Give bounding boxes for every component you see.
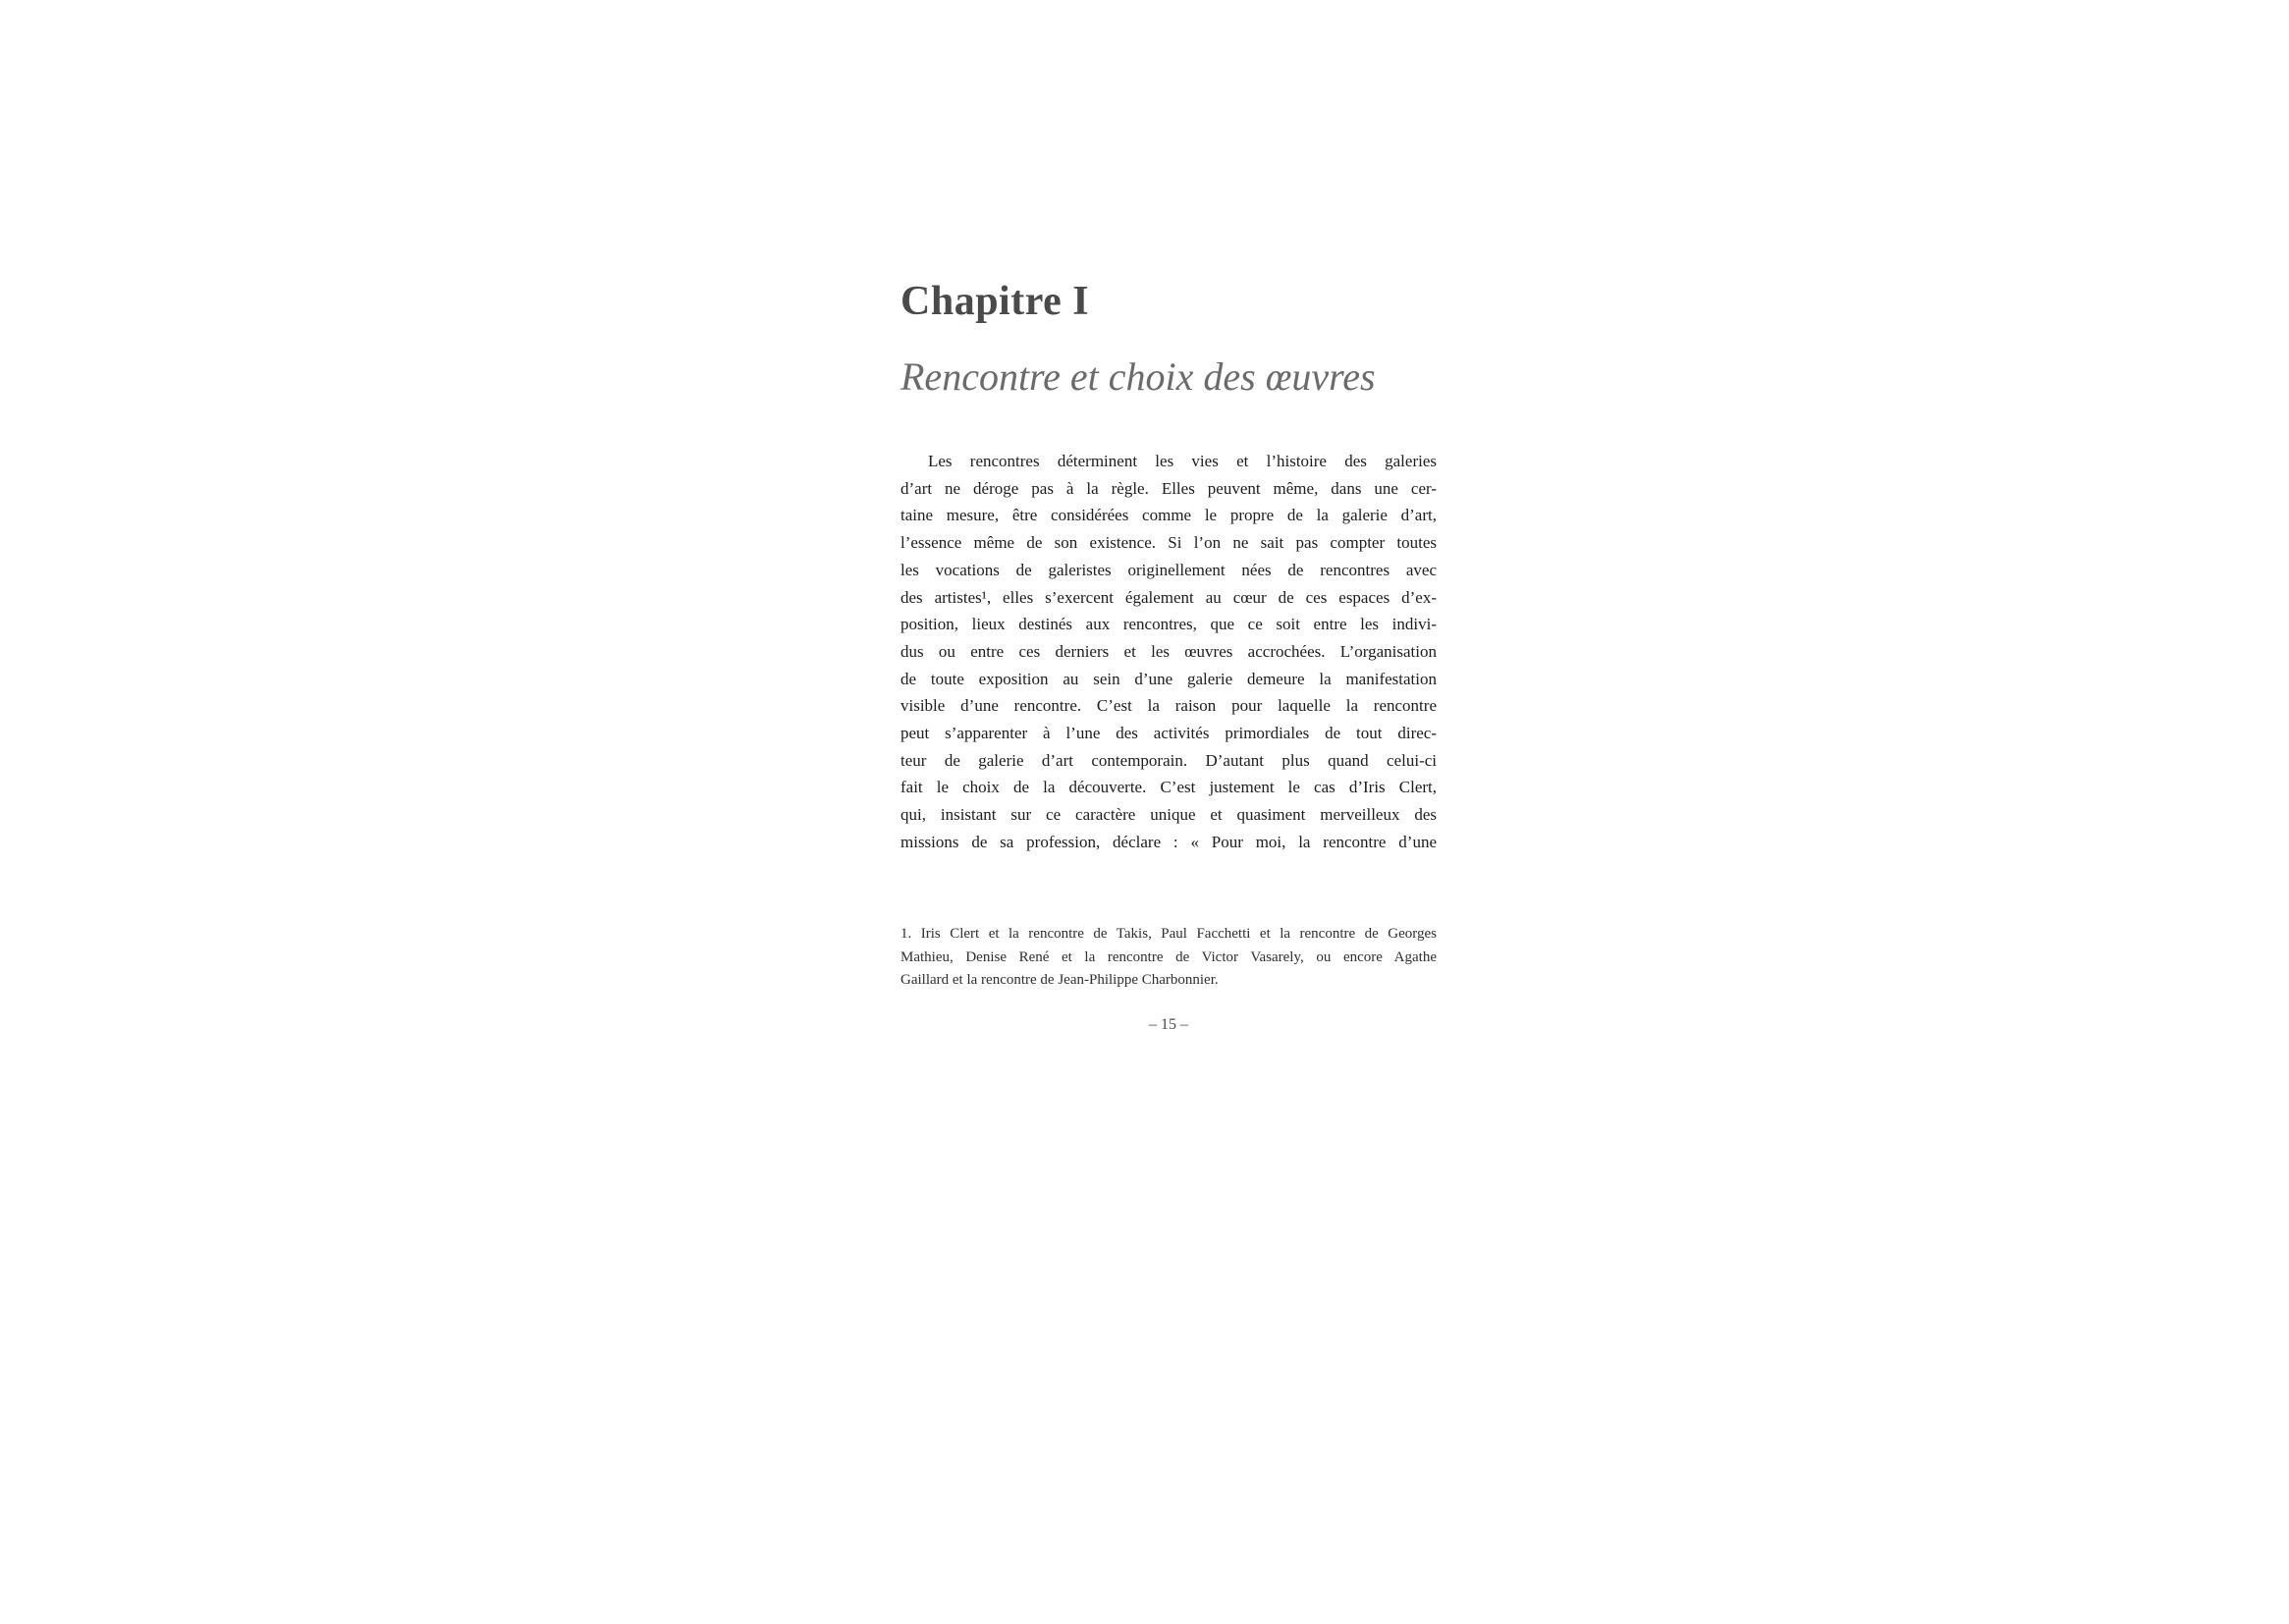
footnote-line: Mathieu, Denise René et la rencontre de Victor Vasarely, ou encore Agathe bbox=[900, 948, 1437, 965]
body-line: taine mesure, être considérées comme le propre de la galerie d’art, bbox=[900, 506, 1437, 525]
body-paragraph bbox=[900, 448, 1437, 856]
body-line: missions de sa profession, déclare : « Pour moi, la rencontre d’une bbox=[900, 832, 1437, 851]
body-line: teur de galerie d’art contemporain. D’autant plus quand celui-ci bbox=[900, 750, 1437, 770]
body-line: Les rencontres déterminent les vies et l’histoire des galeries bbox=[928, 452, 1437, 470]
body-line: dus ou entre ces derniers et les œuvres accrochées. L’organisation bbox=[900, 641, 1437, 661]
body-line: peut s’apparenter à l’une des activités primordiales de tout direc- bbox=[900, 724, 1437, 743]
body-line: d’art ne déroge pas à la règle. Elles peuvent même, dans une cer- bbox=[900, 478, 1437, 498]
page-number: – 15 – bbox=[1149, 1016, 1188, 1033]
body-line: l’essence même de son existence. Si l’on ne sait pas compter toutes bbox=[900, 533, 1437, 553]
body-line: qui, insistant sur ce caractère unique et quasiment merveilleux des bbox=[900, 805, 1437, 825]
footnote bbox=[900, 923, 1437, 993]
recto-text-column bbox=[900, 0, 1437, 1624]
body-line: de toute exposition au sein d’une galerie demeure la manifestation bbox=[900, 669, 1437, 688]
body-line: visible d’une rencontre. C’est la raison pour laquelle la rencontre bbox=[900, 696, 1437, 716]
footnote-line: Gaillard et la rencontre de Jean-Philippe Charbonnier. bbox=[900, 972, 1219, 988]
chapter-title: Chapitre I bbox=[900, 279, 1090, 324]
body-line: position, lieux destinés aux rencontres, que ce soit entre les indivi- bbox=[900, 615, 1437, 634]
body-line: les vocations de galeristes originellement nées de rencontres avec bbox=[900, 560, 1437, 579]
body-line: des artistes¹, elles s’exercent également au cœur de ces espaces d’ex- bbox=[900, 587, 1437, 607]
chapter-subtitle: Rencontre et choix des œuvres bbox=[900, 354, 1376, 399]
footnote-line: 1. Iris Clert et la rencontre de Takis, Paul Facchetti et la rencontre de Georges bbox=[900, 926, 1437, 942]
body-line: fait le choix de la découverte. C’est justement le cas d’Iris Clert, bbox=[900, 778, 1437, 797]
